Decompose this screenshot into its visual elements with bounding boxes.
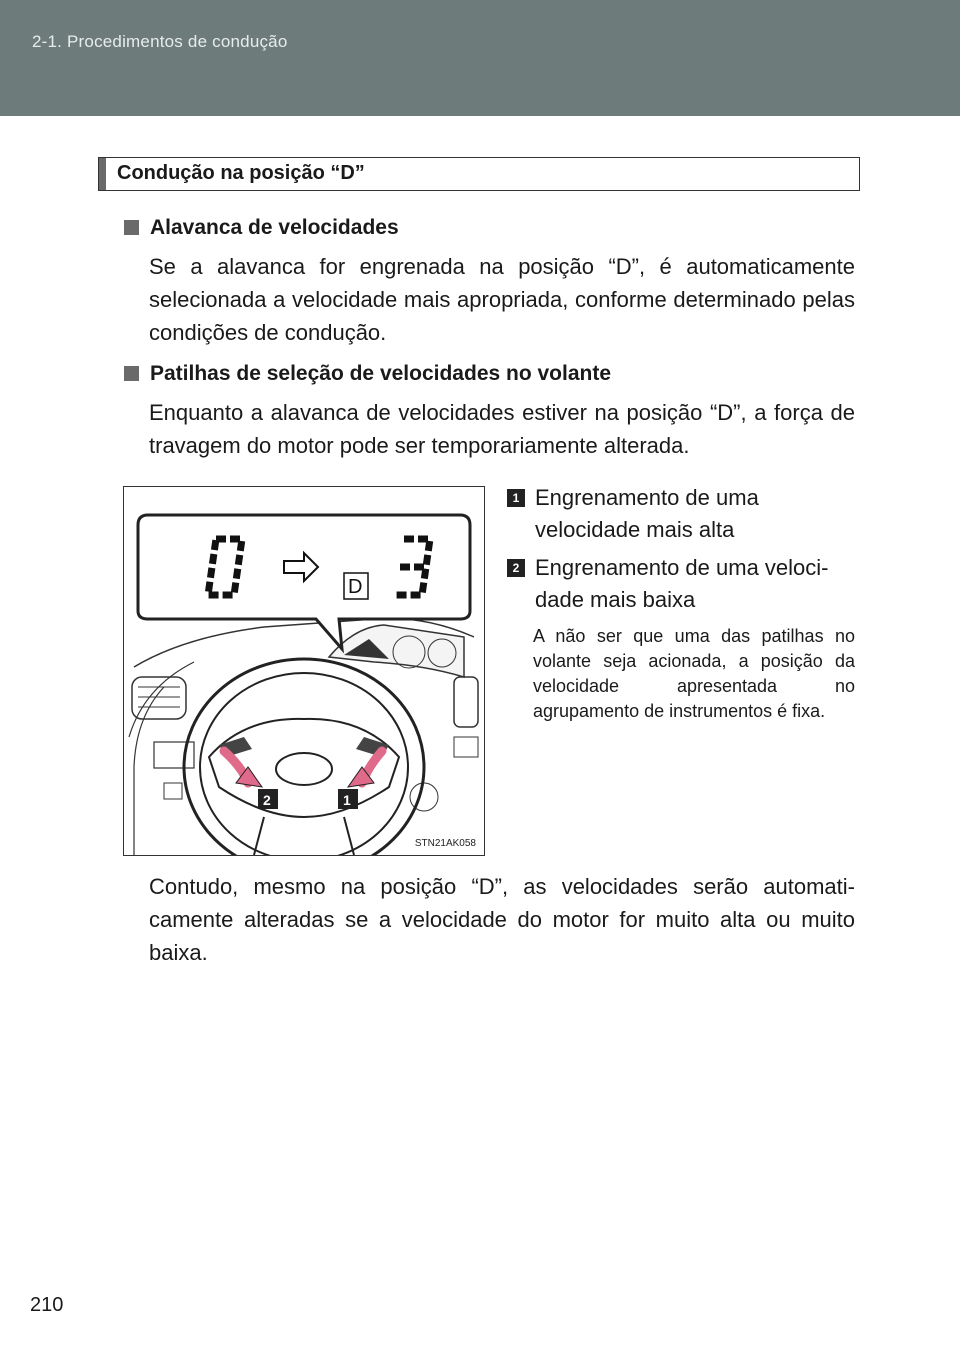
legend-number-badge: 1	[507, 489, 525, 507]
legend-item-downshift	[507, 552, 857, 616]
section-title-bar	[99, 158, 106, 190]
legend-text: Engrenamento de uma velocidade mais baixa	[535, 555, 829, 612]
legend	[507, 482, 857, 616]
steering-wheel-drawing	[124, 487, 484, 855]
steering-wheel-illustration	[123, 486, 485, 856]
callout-2-text: 2	[263, 792, 271, 808]
bullet-square-icon	[124, 366, 139, 381]
subheading-gear-lever	[124, 216, 399, 240]
bullet-square-icon	[124, 220, 139, 235]
note-paragraph: A não ser que uma das patilhas no volante seja acionada, a posição da velocidade apresentada no agrupamento de instrumentos é fixa.	[533, 626, 855, 721]
subheading-text: Alavanca de velocidades	[150, 216, 399, 239]
section-title-box	[98, 157, 860, 191]
section-title: Condução na posição “D”	[117, 162, 365, 184]
legend-item-upshift	[507, 482, 857, 546]
page-number: 210	[30, 1294, 64, 1316]
figure-code: STN21AK058	[414, 838, 476, 849]
paragraph-gear-lever: Se a alavanca for engrenada na posição “D”, é automaticamente selecionada a velocidade mais apropriada, conforme determinado pelas condições de condução.	[149, 254, 855, 345]
legend-text: Engrenamento de uma velocidade mais alta	[535, 485, 759, 542]
callout-1-text: 1	[343, 792, 351, 808]
header-band	[0, 0, 960, 116]
closing-paragraph: Contudo, mesmo na posição “D”, as velocidades serão automaticamente alteradas se a velocidade do motor for muito alta ou muito baixa.	[149, 874, 855, 965]
chapter-title: 2-1. Procedimentos de condução	[32, 32, 288, 51]
legend-number-badge: 2	[507, 559, 525, 577]
gear-indicator-text: D	[348, 576, 363, 598]
paragraph-paddle-shifters: Enquanto a alavanca de velocidades estiver na posição “D”, a força de travagem do motor pode ser temporariamente alterada.	[149, 400, 855, 458]
subheading-paddle-shifters	[124, 362, 611, 386]
subheading-text: Patilhas de seleção de velocidades no volante	[150, 362, 612, 385]
